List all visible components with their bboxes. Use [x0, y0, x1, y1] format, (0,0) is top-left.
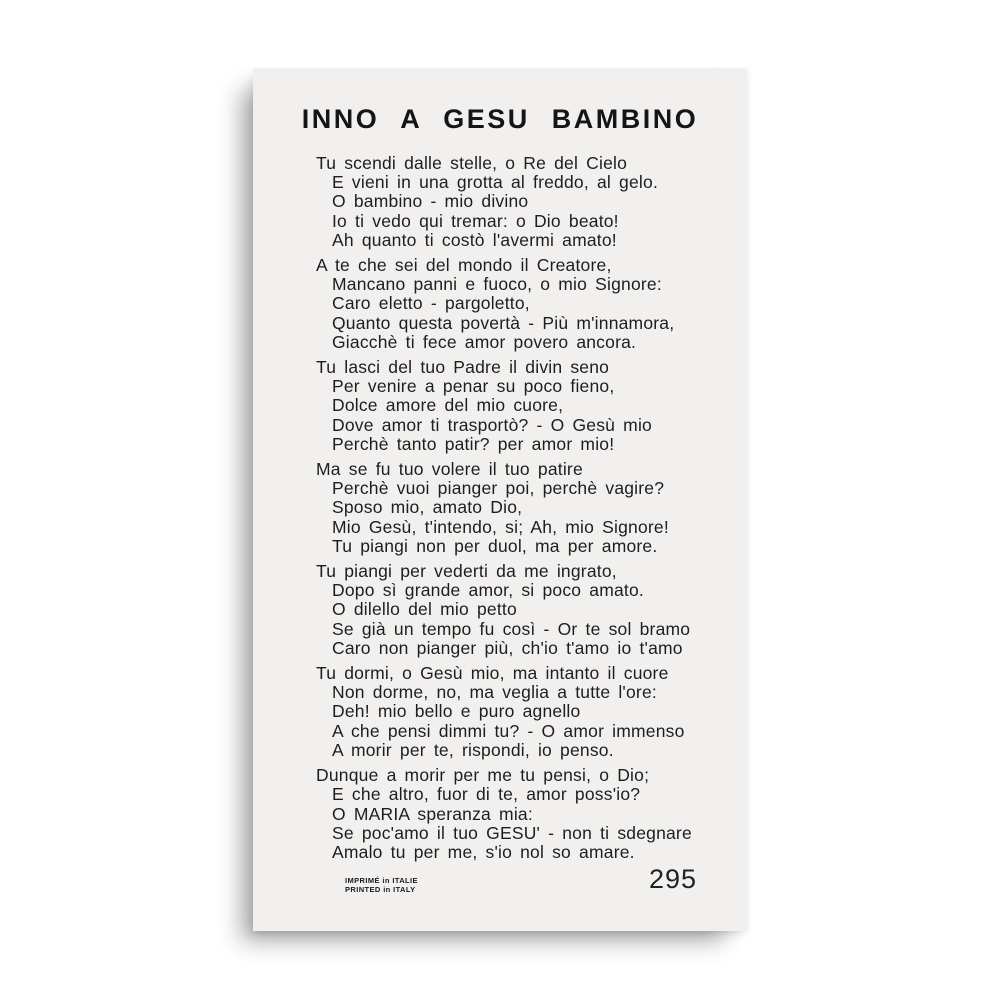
poem-line: Non dorme, no, ma veglia a tutte l'ore: [332, 682, 657, 703]
poem-line: Ah quanto ti costò l'avermi amato! [332, 229, 617, 250]
poem-line: O dilello del mio petto [332, 599, 517, 620]
stanza-7 [316, 766, 717, 862]
poem-line: Caro eletto - pargoletto, [332, 293, 530, 314]
stanza-4 [316, 460, 717, 556]
poem-line: O bambino - mio divino [332, 191, 529, 212]
poem-line: A te che sei del mondo il Creatore, [316, 255, 612, 276]
poem-line: Ma se fu tuo volere il tuo patire [316, 459, 583, 480]
poem-line: E che altro, fuor di te, amor poss'io? [332, 784, 641, 805]
poem-line: Io ti vedo qui tremar: o Dio beato! [332, 210, 619, 231]
poem-line: Dolce amore del mio cuore, [332, 395, 564, 416]
stanza-5 [316, 562, 717, 658]
poem-line: Dove amor ti trasportò? - O Gesù mio [332, 414, 652, 435]
stanza-1 [316, 154, 717, 250]
imprint-line-english: PRINTED in ITALY [345, 885, 416, 894]
poem-line: Mio Gesù, t'intendo, si; Ah, mio Signore! [332, 516, 669, 537]
imprint-line-french: IMPRIMÉ in ITALIE [345, 876, 418, 885]
stanza-6 [316, 664, 717, 760]
poem-line: Deh! mio bello e puro agnello [332, 701, 581, 722]
holy-card [253, 68, 747, 931]
poem-line: Per venire a penar su poco fieno, [332, 376, 615, 397]
hymn-text [316, 154, 717, 868]
poem-line: Se poc'amo il tuo GESU' - non ti sdegnare [332, 822, 692, 843]
poem-line: A che pensi dimmi tu? - O amor immenso [332, 720, 685, 741]
poem-line: Giacchè ti fece amor povero ancora. [332, 331, 637, 352]
poem-line: Perchè vuoi pianger poi, perchè vagire? [332, 478, 665, 499]
poem-line: Amalo tu per me, s'io nol so amare. [332, 841, 635, 862]
poem-line: Tu lasci del tuo Padre il divin seno [316, 357, 610, 378]
poem-line: Mancano panni e fuoco, o mio Signore: [332, 274, 662, 295]
poem-line: Sposo mio, amato Dio, [332, 497, 523, 518]
poem-line: Caro non pianger più, ch'io t'amo io t'amo [332, 637, 683, 658]
poem-line: Tu piangi per vederti da me ingrato, [316, 561, 617, 582]
poem-line: O MARIA speranza mia: [332, 803, 533, 824]
poem-line: Se già un tempo fu così - Or te sol bramo [332, 618, 691, 639]
poem-line: Tu piangi non per duol, ma per amore. [332, 535, 658, 556]
poem-line: E vieni in una grotta al freddo, al gelo. [332, 172, 658, 193]
printer-imprint [345, 876, 418, 894]
poem-line: Dopo sì grande amor, si poco amato. [332, 580, 644, 601]
stanza-3 [316, 358, 717, 454]
poem-line: Tu scendi dalle stelle, o Re del Cielo [316, 153, 628, 173]
card-number: 295 [648, 864, 697, 894]
poem-line: Tu dormi, o Gesù mio, ma intanto il cuore [316, 663, 669, 684]
poem-line: Dunque a morir per me tu pensi, o Dio; [316, 765, 650, 786]
poem-line: A morir per te, rispondi, io penso. [332, 739, 614, 760]
card-title: INNO A GESU BAMBINO [301, 104, 699, 134]
poem-line: Perchè tanto patir? per amor mio! [332, 433, 615, 454]
poem-line: Quanto questa povertà - Più m'innamora, [332, 312, 675, 333]
stanza-2 [316, 256, 717, 352]
